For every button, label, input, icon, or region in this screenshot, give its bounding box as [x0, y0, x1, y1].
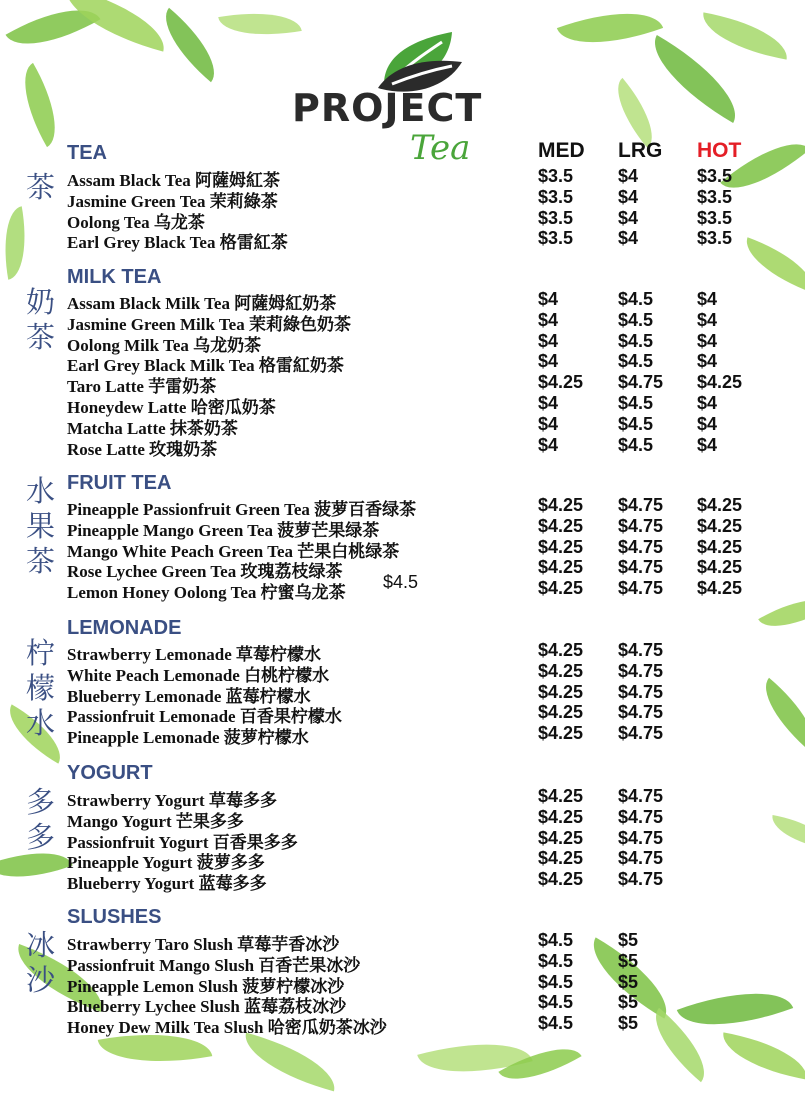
- price-hot: $3.5: [697, 228, 733, 249]
- menu-item-row: [67, 207, 787, 232]
- menu-item-row: [67, 640, 787, 664]
- menu-item-name: Oolong Milk Tea 乌龙奶茶: [67, 335, 262, 355]
- menu-item-name: Honey Dew Milk Tea Slush 哈密瓜奶茶冰沙: [67, 1018, 387, 1038]
- menu-item-name: Oolong Tea 乌龙茶: [67, 212, 205, 232]
- menu-item-name: Pineapple Lemonade 菠萝柠檬水: [67, 728, 309, 748]
- menu-item-row: [67, 971, 787, 996]
- menu-item-row: [67, 786, 787, 810]
- price-med: $4.25: [538, 786, 584, 806]
- section-title: YOGURT: [67, 762, 153, 784]
- column-header-lrg: LRG: [618, 139, 663, 162]
- price-lrg: $4: [618, 207, 639, 228]
- price-lrg: $4.5: [618, 309, 654, 330]
- price-hot: $4: [697, 289, 718, 309]
- price-med: $4.25: [538, 557, 584, 578]
- menu-item-row: [67, 434, 787, 459]
- menu-item-row: [67, 806, 787, 831]
- menu-item-row: [67, 372, 787, 397]
- price-med: $4.25: [538, 806, 584, 827]
- price-med: $4.25: [538, 848, 584, 869]
- menu-item-row: [67, 992, 787, 1017]
- leaf-icon: [698, 12, 792, 59]
- price-lrg: $5: [618, 992, 639, 1013]
- vertical-char: 奶: [26, 285, 56, 319]
- menu-item-name: Assam Black Milk Tea 阿薩姆紅奶茶: [67, 294, 337, 313]
- section-title: MILK TEA: [67, 266, 162, 288]
- price-med: $4.25: [538, 681, 584, 702]
- leaf-icon: [718, 1032, 805, 1079]
- section-vertical-label: [26, 785, 60, 855]
- menu-item-name: Assam Black Tea 阿薩姆紅茶: [67, 171, 280, 190]
- price-med: $4: [538, 309, 559, 330]
- price-hot: $3.5: [697, 166, 733, 186]
- price-lrg: $4.75: [618, 723, 664, 744]
- menu-item-row: [67, 827, 787, 852]
- menu-item-row: [67, 186, 787, 211]
- menu-item-name: Strawberry Lemonade 草莓柠檬水: [67, 645, 322, 664]
- menu-item-row: [67, 495, 787, 519]
- price-med: $4.25: [538, 536, 584, 557]
- menu-item-name: Taro Latte 芋雷奶茶: [67, 377, 217, 397]
- menu-item-name: Jasmine Green Tea 茉莉綠茶: [67, 191, 278, 211]
- price-med: $4.25: [538, 515, 584, 536]
- price-med: $4.5: [538, 930, 574, 950]
- price-lrg: $4.5: [618, 434, 654, 455]
- price-med: $3.5: [538, 166, 574, 186]
- price-med: $4.25: [538, 723, 584, 744]
- menu-item-name: Strawberry Taro Slush 草莓芋香冰沙: [67, 935, 340, 954]
- vertical-char: 水: [26, 474, 56, 508]
- price-hot: $4: [697, 413, 718, 434]
- leaf-icon: [0, 206, 34, 279]
- price-med: $3.5: [538, 228, 574, 249]
- price-med: $4: [538, 393, 559, 413]
- leaf-icon: [237, 1033, 342, 1092]
- menu-item-name: Blueberry Lychee Slush 蓝莓荔枝冰沙: [67, 997, 347, 1017]
- menu-item-name: Mango Yogurt 芒果多多: [67, 811, 244, 831]
- menu-item-row: [67, 950, 787, 975]
- price-hot: $4.25: [697, 536, 743, 557]
- price-med: $4.25: [538, 578, 584, 599]
- price-hot: $4: [697, 393, 718, 413]
- price-med: $4.5: [538, 971, 574, 992]
- menu-item-row: [67, 393, 787, 417]
- price-med: $3.5: [538, 186, 574, 207]
- price-hot: $4.25: [697, 495, 743, 515]
- price-lrg: $4: [618, 166, 639, 186]
- price-lrg: $4.75: [618, 848, 664, 869]
- menu-item-row: [67, 1013, 787, 1038]
- overlapping-price: $4.5: [383, 572, 419, 592]
- price-med: $4: [538, 434, 559, 455]
- price-med: $4: [538, 413, 559, 434]
- price-med: $4.25: [538, 869, 584, 890]
- vertical-char: 冰: [26, 928, 56, 962]
- menu-item-row: [67, 413, 787, 438]
- price-lrg: $4.75: [618, 640, 664, 660]
- vertical-char: 多: [26, 820, 56, 854]
- vertical-char: 茶: [26, 170, 56, 204]
- price-lrg: $5: [618, 950, 639, 971]
- price-lrg: $4.75: [618, 681, 664, 702]
- menu-item-row: [67, 848, 787, 873]
- price-lrg: $4.75: [618, 372, 664, 393]
- price-hot: $3.5: [697, 186, 733, 207]
- price-hot: $4: [697, 330, 718, 351]
- section-vertical-label: [26, 928, 60, 998]
- menu-item-row: [67, 351, 787, 376]
- price-lrg: $4.75: [618, 495, 664, 515]
- price-lrg: $5: [618, 1013, 639, 1034]
- project-tea-logo: [292, 22, 483, 172]
- price-hot: $4.25: [697, 372, 743, 393]
- menu-item-row: [67, 578, 787, 603]
- price-lrg: $4.5: [618, 413, 654, 434]
- column-header-hot: HOT: [697, 139, 742, 162]
- section-title: LEMONADE: [67, 617, 182, 639]
- leaf-icon: [603, 78, 668, 148]
- menu-item-name: Pineapple Passionfruit Green Tea 菠萝百香绿茶: [67, 500, 417, 519]
- leaf-icon: [7, 63, 73, 147]
- menu-item-name: White Peach Lemonade 白桃柠檬水: [67, 665, 330, 685]
- price-med: $4.25: [538, 640, 584, 660]
- menu-item-name: Lemon Honey Oolong Tea 柠蜜乌龙茶: [67, 583, 346, 603]
- menu-item-row: [67, 723, 787, 748]
- price-med: $4: [538, 330, 559, 351]
- leaf-icon: [557, 0, 663, 62]
- leaf-icon: [638, 35, 752, 123]
- menu-item-name: Pineapple Mango Green Tea 菠萝芒果绿茶: [67, 520, 380, 540]
- menu-item-row: [67, 930, 787, 954]
- menu-item-row: [67, 869, 787, 894]
- section-vertical-label: [26, 474, 60, 579]
- menu-item-name: Pineapple Lemon Slush 菠萝柠檬冰沙: [67, 976, 345, 996]
- price-lrg: $4: [618, 228, 639, 249]
- leaf-icon: [498, 1032, 581, 1096]
- price-lrg: $4.75: [618, 557, 664, 578]
- price-hot: $4.25: [697, 578, 743, 599]
- menu-item-row: [67, 289, 787, 313]
- menu-item-name: Mango White Peach Green Tea 芒果白桃绿茶: [67, 541, 400, 561]
- price-hot: $4.25: [697, 557, 743, 578]
- menu-item-row: [67, 228, 787, 253]
- section-title: SLUSHES: [67, 906, 162, 928]
- price-med: $4.5: [538, 950, 574, 971]
- section-vertical-label: [26, 285, 60, 355]
- price-lrg: $5: [618, 971, 639, 992]
- menu-item-name: Pineapple Yogurt 菠萝多多: [67, 853, 265, 873]
- price-med: $4: [538, 351, 559, 372]
- price-med: $4.25: [538, 660, 584, 681]
- price-med: $4.25: [538, 827, 584, 848]
- section-vertical-label: [26, 636, 60, 741]
- menu-item-row: [67, 166, 787, 190]
- menu-item-row: [67, 536, 787, 561]
- menu-item-row: [67, 515, 787, 540]
- price-lrg: $4.75: [618, 536, 664, 557]
- price-lrg: $4.5: [618, 289, 654, 309]
- price-lrg: $4.75: [618, 869, 664, 890]
- menu-item-name: Blueberry Yogurt 蓝莓多多: [67, 874, 267, 894]
- vertical-char: 水: [26, 706, 56, 740]
- price-med: $4.25: [538, 495, 584, 515]
- price-med: $4.25: [538, 702, 584, 723]
- vertical-char: 茶: [26, 320, 56, 354]
- leaf-icon: [218, 3, 302, 44]
- price-lrg: $4.5: [618, 351, 654, 372]
- logo-wordmark: PROJECT: [292, 86, 483, 130]
- vertical-char: 果: [26, 509, 56, 543]
- menu-item-name: Earl Grey Black Tea 格雷紅茶: [67, 233, 288, 253]
- section-title: FRUIT TEA: [67, 472, 172, 494]
- menu-item-name: Passionfruit Yogurt 百香果多多: [67, 832, 298, 852]
- section-title: TEA: [67, 142, 107, 164]
- price-lrg: $4.75: [618, 578, 664, 599]
- price-hot: $3.5: [697, 207, 733, 228]
- column-header-med: MED: [538, 139, 585, 162]
- logo-script: Tea: [410, 128, 471, 168]
- price-lrg: $4.5: [618, 330, 654, 351]
- menu-item-row: [67, 309, 787, 334]
- menu-item-row: [67, 330, 787, 355]
- price-med: $3.5: [538, 207, 574, 228]
- price-lrg: $4.75: [618, 806, 664, 827]
- menu-item-name: Rose Latte 玫瑰奶茶: [67, 439, 218, 459]
- price-lrg: $4.75: [618, 702, 664, 723]
- menu-item-name: Strawberry Yogurt 草莓多多: [67, 791, 277, 810]
- section-vertical-label: [26, 170, 60, 205]
- vertical-char: 檬: [26, 671, 56, 705]
- price-lrg: $4.5: [618, 393, 654, 413]
- price-hot: $4.25: [697, 515, 743, 536]
- price-lrg: $4: [618, 186, 639, 207]
- menu-item-name: Earl Grey Black Milk Tea 格雷紅奶茶: [67, 356, 344, 376]
- price-lrg: $4.75: [618, 515, 664, 536]
- menu-item-name: Honeydew Latte 哈密瓜奶茶: [67, 398, 276, 417]
- vertical-char: 柠: [26, 636, 56, 670]
- price-hot: $4: [697, 309, 718, 330]
- menu-item-name: Rose Lychee Green Tea 玫瑰荔枝绿茶: [67, 562, 343, 582]
- price-med: $4.5: [538, 1013, 574, 1034]
- vertical-char: 多: [26, 785, 56, 819]
- menu-item-name: Passionfruit Lemonade 百香果柠檬水: [67, 707, 342, 727]
- price-hot: $4: [697, 434, 718, 455]
- price-lrg: $5: [618, 930, 639, 950]
- price-med: $4: [538, 289, 559, 309]
- price-lrg: $4.75: [618, 660, 664, 681]
- menu-item-row: [67, 660, 787, 685]
- price-lrg: $4.75: [618, 786, 664, 806]
- price-lrg: $4.75: [618, 827, 664, 848]
- menu-item-name: Passionfruit Mango Slush 百香芒果冰沙: [67, 955, 361, 975]
- menu-item-name: Blueberry Lemonade 蓝莓柠檬水: [67, 686, 311, 706]
- vertical-char: 沙: [26, 963, 56, 997]
- price-med: $4.5: [538, 992, 574, 1013]
- vertical-char: 茶: [26, 544, 56, 578]
- price-med: $4.25: [538, 372, 584, 393]
- price-hot: $4: [697, 351, 718, 372]
- leaf-icon: [417, 1026, 533, 1089]
- menu-item-row: [67, 702, 787, 727]
- menu-item-name: Matcha Latte 抹茶奶茶: [67, 418, 238, 438]
- menu-item-row: [67, 681, 787, 706]
- menu-item-name: Jasmine Green Milk Tea 茉莉綠色奶茶: [67, 314, 351, 334]
